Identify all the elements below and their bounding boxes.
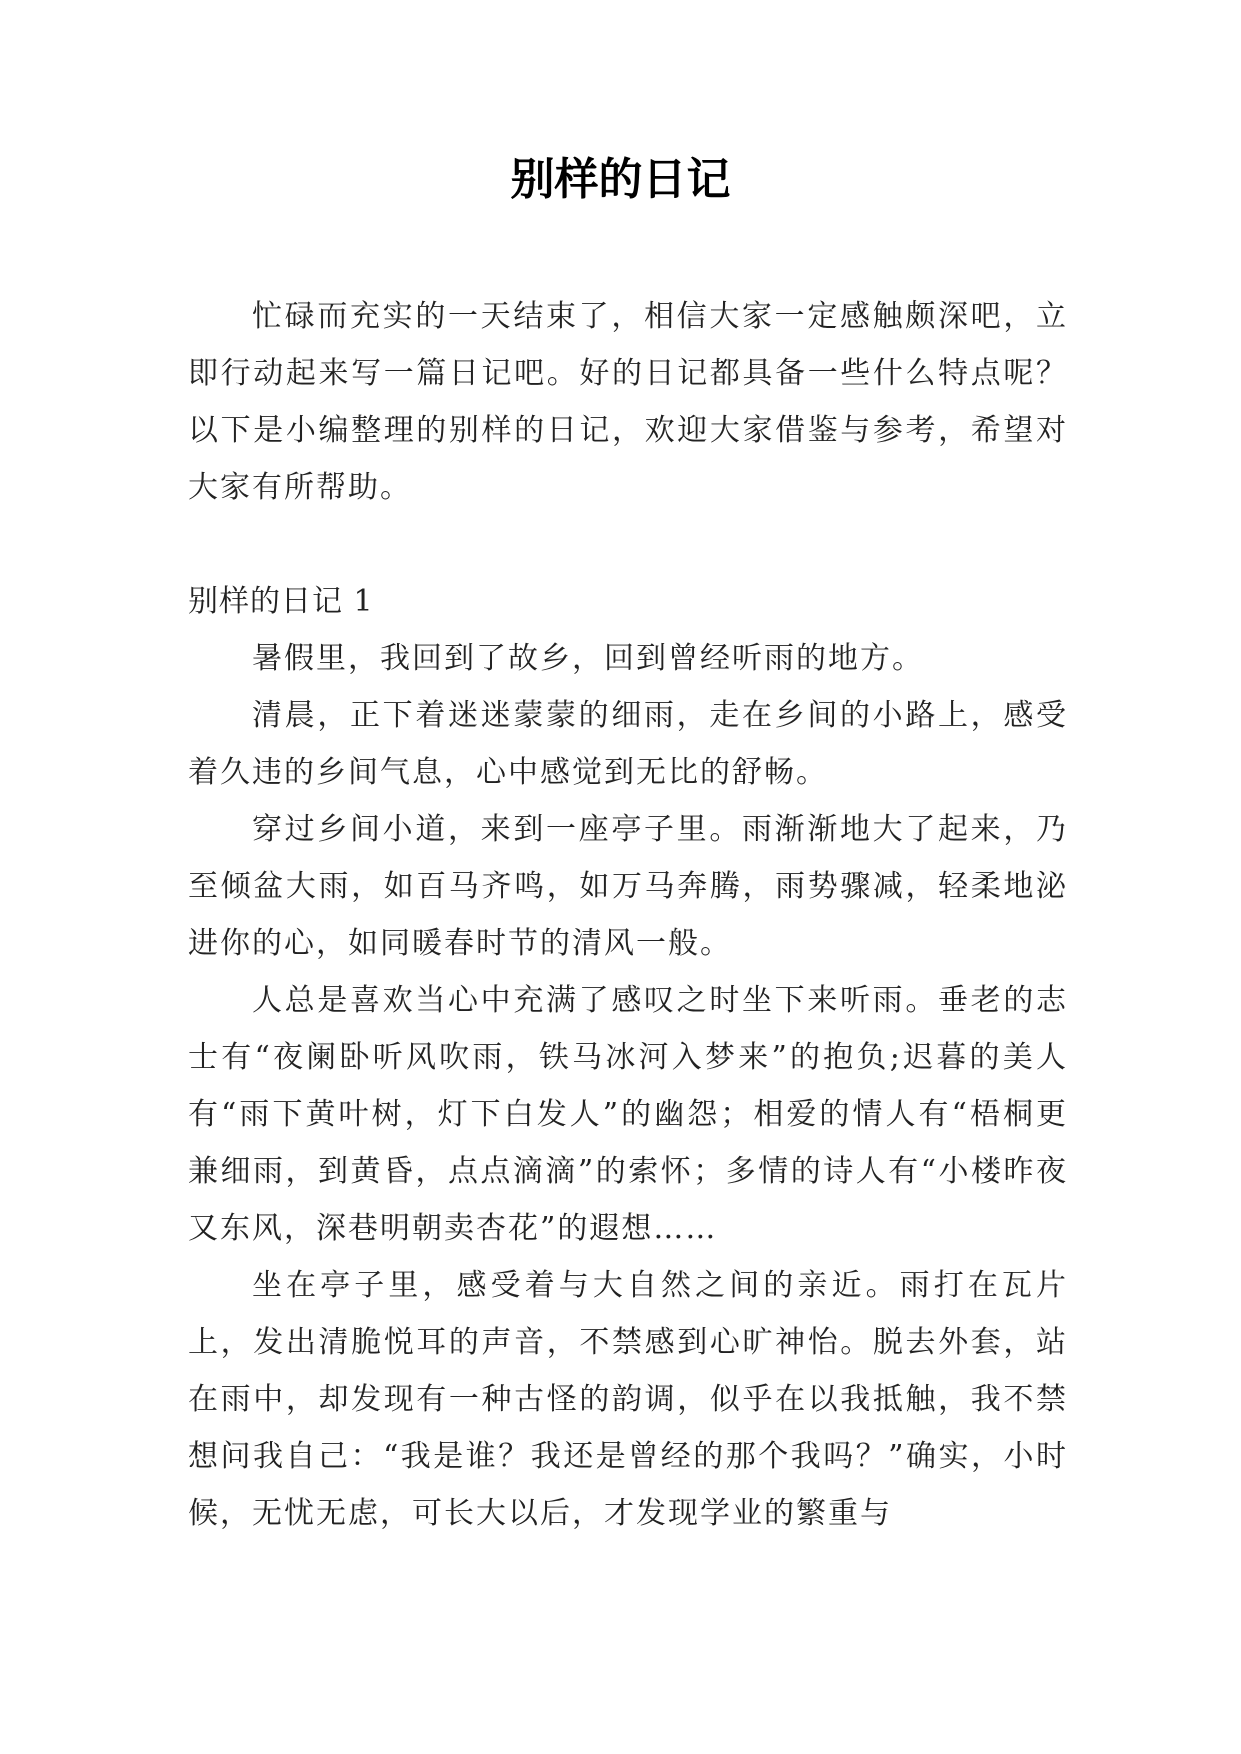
body-paragraph: 坐在亭子里，感受着与大自然之间的亲近。雨打在瓦片上，发出清脆悦耳的声音，不禁感到心旷神怡。脱去外套，站在雨中，却发现有一种古怪的韵调，似乎在以我抵触，我不禁想问我自己：“我是谁？我还是曾经的那个我吗？”确实，小时候，无忧无虑，可长大以后，才发现学业的繁重与 <box>188 1268 1068 1531</box>
intro-paragraph: 忙碌而充实的一天结束了，相信大家一定感触颇深吧，立即行动起来写一篇日记吧。好的日记都具备一些什么特点呢？以下是小编整理的别样的日记，欢迎大家借鉴与参考，希望对大家有所帮助。 <box>188 299 1068 505</box>
document-title: 别样的日记 <box>510 154 731 205</box>
body-paragraph: 暑假里，我回到了故乡，回到曾经听雨的地方。 <box>252 641 924 676</box>
section-heading: 别样的日记 1 <box>188 584 374 619</box>
body-paragraph: 清晨，正下着迷迷蒙蒙的细雨，走在乡间的小路上，感受着久违的乡间气息，心中感觉到无比的舒畅。 <box>188 698 1068 790</box>
document-body <box>188 288 1068 1542</box>
body-paragraph: 人总是喜欢当心中充满了感叹之时坐下来听雨。垂老的志士有“夜阑卧听风吹雨，铁马冰河入梦来”的抱负;迟暮的美人有“雨下黄叶树，灯下白发人”的幽怨；相爱的情人有“梧桐更兼细雨，到黄昏，点点滴滴”的索怀；多情的诗人有“小楼昨夜又东风，深巷明朝卖杏花”的遐想…… <box>188 983 1068 1246</box>
body-paragraph: 穿过乡间小道，来到一座亭子里。雨渐渐地大了起来，乃至倾盆大雨，如百马齐鸣，如万马奔腾，雨势骤减，轻柔地泌进你的心，如同暖春时节的清风一般。 <box>188 812 1068 961</box>
